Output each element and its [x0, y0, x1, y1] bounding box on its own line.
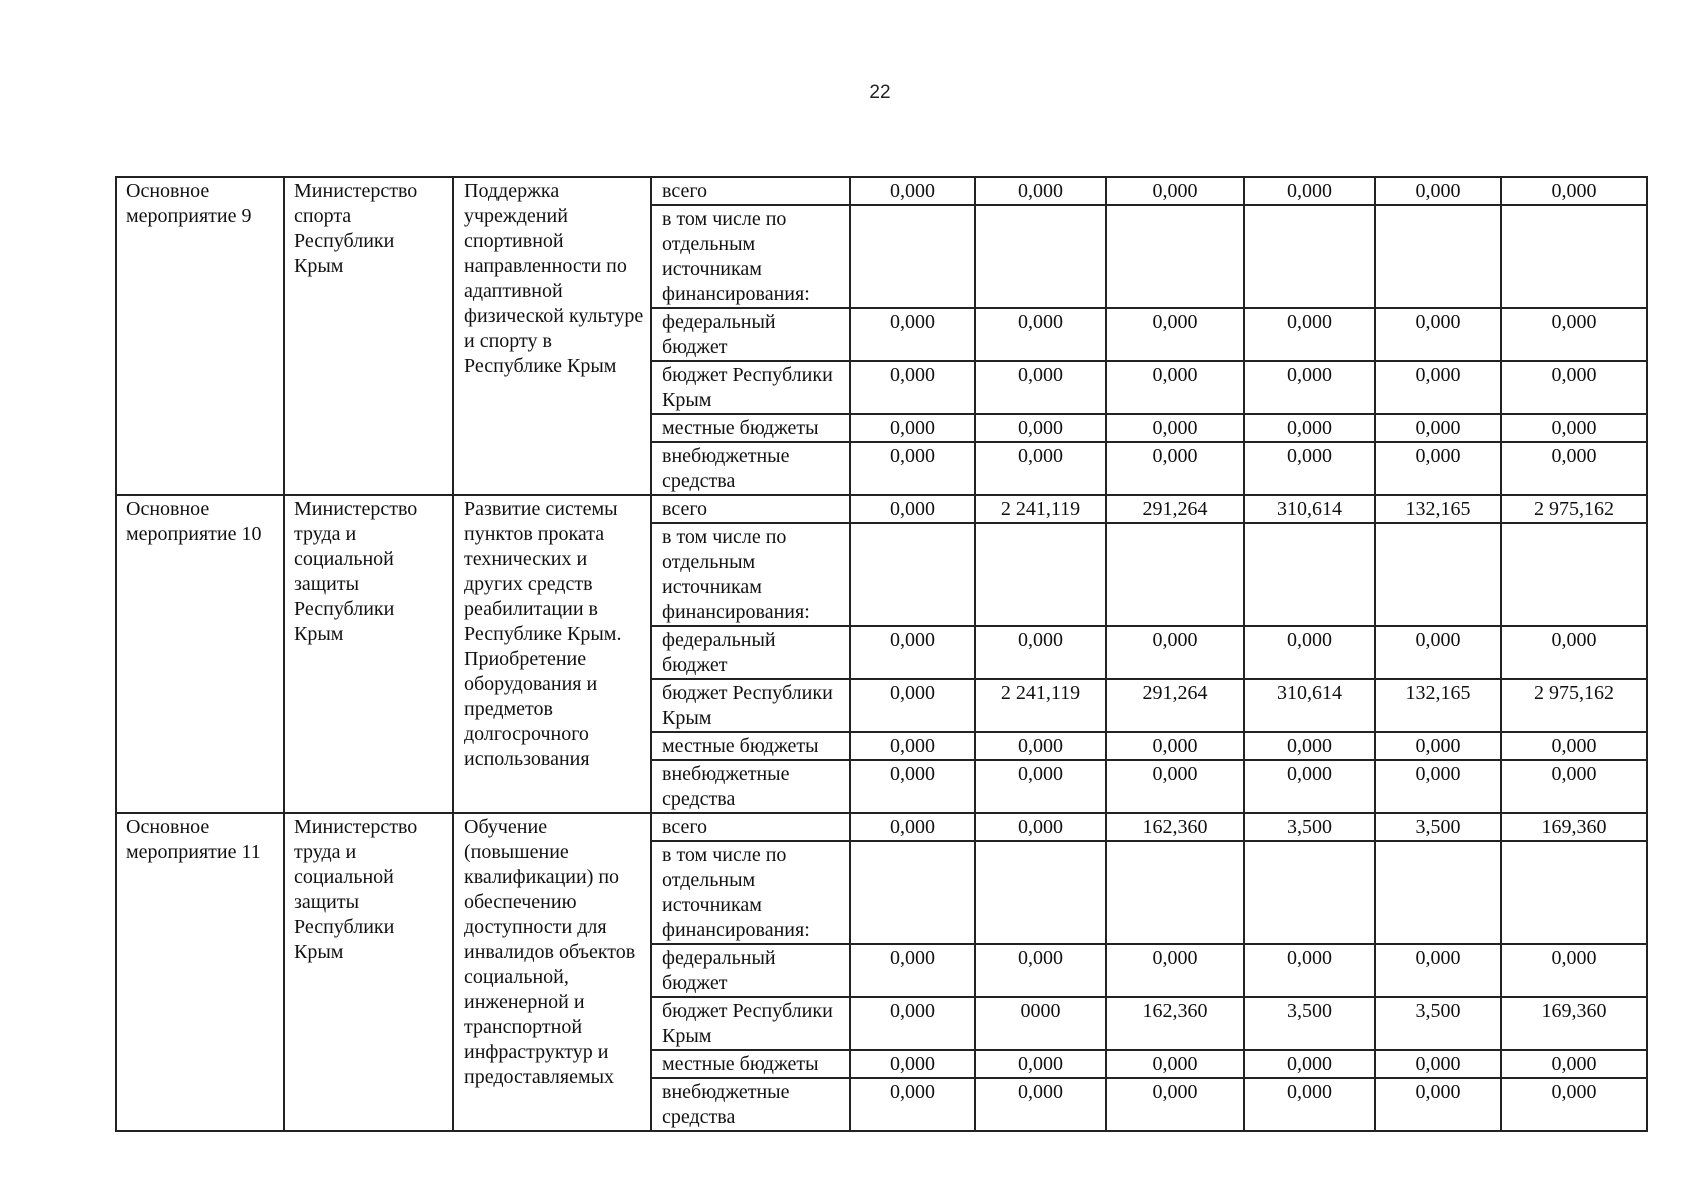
funding-source-cell: всего: [651, 495, 850, 523]
amount-cell: 291,264: [1106, 679, 1244, 732]
amount-cell: 0,000: [850, 308, 975, 361]
amount-cell: [1501, 523, 1647, 626]
amount-cell: 0,000: [1375, 944, 1501, 997]
amount-cell: 0,000: [975, 944, 1106, 997]
executor-cell: Министерство спорта Республики Крым: [284, 177, 453, 495]
amount-cell: 0,000: [850, 442, 975, 495]
amount-cell: 0,000: [850, 813, 975, 841]
amount-cell: 0,000: [975, 626, 1106, 679]
amount-cell: 3,500: [1375, 813, 1501, 841]
amount-cell: 0,000: [1375, 361, 1501, 414]
amount-cell: [1501, 205, 1647, 308]
amount-cell: 0,000: [1501, 308, 1647, 361]
amount-cell: 0,000: [1244, 626, 1375, 679]
amount-cell: [1375, 205, 1501, 308]
amount-cell: 0,000: [850, 732, 975, 760]
amount-cell: [1106, 523, 1244, 626]
amount-cell: 0,000: [1501, 361, 1647, 414]
amount-cell: 0,000: [1244, 308, 1375, 361]
funding-source-cell: в том числе по отдельным источникам финансирования:: [651, 205, 850, 308]
measure-description-cell: Поддержка учреждений спортивной направленности по адаптивной физической культуре и спорту в Республике Крым: [453, 177, 651, 495]
amount-cell: 0,000: [1106, 944, 1244, 997]
table-row: [116, 495, 1647, 523]
amount-cell: 0,000: [1501, 1078, 1647, 1131]
amount-cell: 2 241,119: [975, 679, 1106, 732]
amount-cell: 0,000: [850, 944, 975, 997]
amount-cell: 0,000: [1501, 177, 1647, 205]
amount-cell: 0,000: [1375, 760, 1501, 813]
amount-cell: [1106, 841, 1244, 944]
funding-source-cell: в том числе по отдельным источникам финансирования:: [651, 523, 850, 626]
amount-cell: 0,000: [1501, 626, 1647, 679]
amount-cell: 0,000: [1106, 414, 1244, 442]
amount-cell: 0,000: [975, 732, 1106, 760]
measure-description-cell: Обучение (повышение квалификации) по обеспечению доступности для инвалидов объектов социальной, инженерной и транспортной инфраструктур и предоставляемых: [453, 813, 651, 1131]
funding-source-cell: местные бюджеты: [651, 414, 850, 442]
amount-cell: 0,000: [975, 414, 1106, 442]
amount-cell: 0,000: [975, 1050, 1106, 1078]
amount-cell: 0,000: [1106, 177, 1244, 205]
amount-cell: 0,000: [1106, 626, 1244, 679]
page-number: 22: [869, 82, 891, 103]
amount-cell: 0,000: [1501, 442, 1647, 495]
amount-cell: 0,000: [850, 177, 975, 205]
amount-cell: 0,000: [850, 1078, 975, 1131]
amount-cell: 0,000: [850, 495, 975, 523]
amount-cell: [850, 205, 975, 308]
amount-cell: 0,000: [1244, 177, 1375, 205]
amount-cell: 0,000: [1244, 1078, 1375, 1131]
measure-name-cell: Основное мероприятие 10: [116, 495, 284, 813]
funding-source-cell: внебюджетные средства: [651, 442, 850, 495]
amount-cell: 291,264: [1106, 495, 1244, 523]
amount-cell: 0,000: [975, 308, 1106, 361]
amount-cell: [1501, 841, 1647, 944]
amount-cell: 0,000: [1375, 442, 1501, 495]
amount-cell: 3,500: [1244, 997, 1375, 1050]
amount-cell: 0,000: [850, 997, 975, 1050]
funding-source-cell: федеральный бюджет: [651, 626, 850, 679]
measure-description-cell: Развитие системы пунктов проката технических и других средств реабилитации в Республике Крым. Приобретение оборудования и предметов долгосрочного использования: [453, 495, 651, 813]
amount-cell: 0,000: [850, 414, 975, 442]
amount-cell: 132,165: [1375, 495, 1501, 523]
amount-cell: 0,000: [1106, 308, 1244, 361]
amount-cell: 0,000: [975, 361, 1106, 414]
amount-cell: 0,000: [850, 760, 975, 813]
amount-cell: 0,000: [1501, 944, 1647, 997]
amount-cell: 0,000: [850, 626, 975, 679]
amount-cell: [1244, 841, 1375, 944]
amount-cell: 0,000: [1375, 1050, 1501, 1078]
funding-source-cell: федеральный бюджет: [651, 308, 850, 361]
amount-cell: 0,000: [1375, 732, 1501, 760]
funding-source-cell: внебюджетные средства: [651, 760, 850, 813]
amount-cell: 310,614: [1244, 495, 1375, 523]
amount-cell: [975, 205, 1106, 308]
amount-cell: 0,000: [975, 177, 1106, 205]
amount-cell: 0,000: [975, 813, 1106, 841]
amount-cell: 0000: [975, 997, 1106, 1050]
amount-cell: 0,000: [850, 679, 975, 732]
amount-cell: [975, 841, 1106, 944]
amount-cell: [1244, 205, 1375, 308]
funding-source-cell: в том числе по отдельным источникам финансирования:: [651, 841, 850, 944]
financing-table: [115, 176, 1648, 1132]
amount-cell: 0,000: [1501, 414, 1647, 442]
amount-cell: 169,360: [1501, 997, 1647, 1050]
executor-cell: Министерство труда и социальной защиты Республики Крым: [284, 813, 453, 1131]
amount-cell: 0,000: [1106, 442, 1244, 495]
amount-cell: 3,500: [1244, 813, 1375, 841]
amount-cell: [850, 523, 975, 626]
funding-source-cell: федеральный бюджет: [651, 944, 850, 997]
amount-cell: 162,360: [1106, 997, 1244, 1050]
amount-cell: 0,000: [1375, 1078, 1501, 1131]
amount-cell: [1375, 841, 1501, 944]
measure-name-cell: Основное мероприятие 11: [116, 813, 284, 1131]
amount-cell: [975, 523, 1106, 626]
amount-cell: 0,000: [1106, 760, 1244, 813]
amount-cell: 310,614: [1244, 679, 1375, 732]
amount-cell: 2 241,119: [975, 495, 1106, 523]
amount-cell: 2 975,162: [1501, 495, 1647, 523]
amount-cell: [1244, 523, 1375, 626]
amount-cell: 0,000: [975, 1078, 1106, 1131]
amount-cell: 0,000: [1244, 442, 1375, 495]
funding-source-cell: всего: [651, 177, 850, 205]
funding-source-cell: внебюджетные средства: [651, 1078, 850, 1131]
amount-cell: 0,000: [1375, 414, 1501, 442]
amount-cell: 0,000: [1244, 760, 1375, 813]
amount-cell: 0,000: [1501, 732, 1647, 760]
amount-cell: 0,000: [1244, 732, 1375, 760]
amount-cell: 0,000: [1244, 414, 1375, 442]
amount-cell: 0,000: [850, 361, 975, 414]
amount-cell: 0,000: [1106, 732, 1244, 760]
amount-cell: 3,500: [1375, 997, 1501, 1050]
amount-cell: 132,165: [1375, 679, 1501, 732]
amount-cell: 0,000: [1501, 760, 1647, 813]
table-row: [116, 813, 1647, 841]
amount-cell: [1106, 205, 1244, 308]
amount-cell: 0,000: [1106, 1050, 1244, 1078]
executor-cell: Министерство труда и социальной защиты Республики Крым: [284, 495, 453, 813]
amount-cell: 0,000: [1244, 1050, 1375, 1078]
amount-cell: 0,000: [1375, 177, 1501, 205]
funding-source-cell: всего: [651, 813, 850, 841]
amount-cell: 0,000: [1244, 944, 1375, 997]
funding-source-cell: бюджет Республики Крым: [651, 997, 850, 1050]
amount-cell: 0,000: [975, 442, 1106, 495]
measure-name-cell: Основное мероприятие 9: [116, 177, 284, 495]
amount-cell: 162,360: [1106, 813, 1244, 841]
amount-cell: 0,000: [975, 760, 1106, 813]
amount-cell: 0,000: [1375, 308, 1501, 361]
funding-source-cell: местные бюджеты: [651, 732, 850, 760]
table-row: [116, 177, 1647, 205]
amount-cell: 0,000: [1106, 361, 1244, 414]
amount-cell: 2 975,162: [1501, 679, 1647, 732]
funding-source-cell: бюджет Республики Крым: [651, 679, 850, 732]
amount-cell: 0,000: [1375, 626, 1501, 679]
funding-source-cell: местные бюджеты: [651, 1050, 850, 1078]
amount-cell: 0,000: [1106, 1078, 1244, 1131]
amount-cell: [1375, 523, 1501, 626]
amount-cell: 0,000: [1501, 1050, 1647, 1078]
amount-cell: [850, 841, 975, 944]
amount-cell: 0,000: [1244, 361, 1375, 414]
amount-cell: 0,000: [850, 1050, 975, 1078]
amount-cell: 169,360: [1501, 813, 1647, 841]
funding-source-cell: бюджет Республики Крым: [651, 361, 850, 414]
